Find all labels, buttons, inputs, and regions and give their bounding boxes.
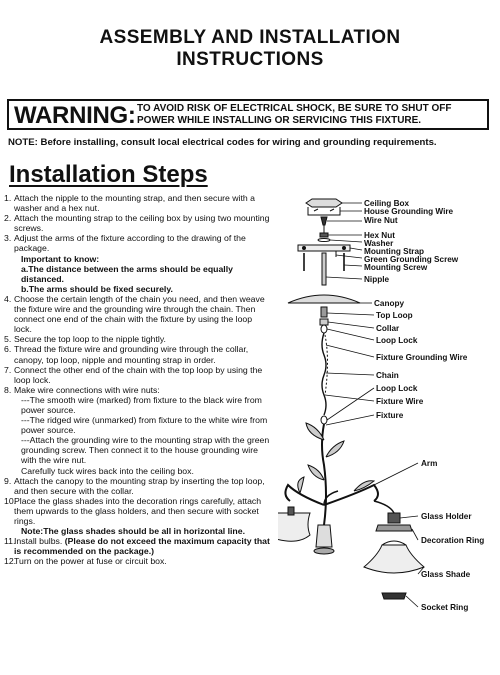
label-fixture-grounding-wire: Fixture Grounding Wire [376,353,468,362]
step-10 [4,496,272,526]
step-number: 6. [4,344,12,355]
step-text: Secure the top loop to the nipple tightly. [14,334,166,345]
label-canopy: Canopy [374,299,405,308]
step-text: Install bulbs. [14,536,63,547]
step-number: 1. [4,193,12,203]
step-8-smooth-wire: ---The smooth wire (marked) from fixture to the black wire from power source. [21,394,262,415]
warning-text [137,103,489,127]
label-mounting-screw: Mounting Screw [364,263,428,272]
warning-line-2: POWER WHILE INSTALLING OR SERVICING THIS FIXTURE. [137,115,422,126]
label-washer: Washer [364,239,394,248]
label-glass-holder: Glass Holder [421,512,472,521]
label-ceiling-box: Ceiling Box [364,199,410,208]
label-top-loop: Top Loop [376,311,413,320]
label-loop-lock-1: Loop Lock [376,336,418,345]
warning-box [7,99,489,130]
step-7 [4,365,272,385]
step-3 [4,233,272,253]
step-text: Attach the canopy to the mounting strap by inserting the top loop, and then secure with the collar. [14,475,265,496]
label-nipple: Nipple [364,275,390,284]
label-fixture: Fixture [376,411,404,420]
codes-note: NOTE: Before installing, consult local electrical codes for wiring and grounding requirements. [8,137,437,148]
important-a: a.The distance between the arms should be equally distanced. [21,263,233,284]
step-text: Make wire connections with wire nuts: [14,384,160,395]
step-9 [4,476,272,496]
step-number: 4. [4,293,12,304]
warning-word: WARNING: [14,102,136,129]
step-2 [4,213,272,233]
label-chain: Chain [376,371,399,380]
step-text: Place the glass shades into the decoration rings carefully, attach them upwards to the glass holders, and then secure with socket rings. [14,495,262,526]
step-text: Thread the fixture wire and grounding wire through the collar, canopy, top loop, nipple and mounting strap in order. [14,344,249,365]
step-8 [4,385,272,395]
step-8-ridged-wire: ---The ridged wire (unmarked) from fixture to the white wire from power source. [21,415,268,436]
label-glass-shade: Glass Shade [421,570,471,579]
document-title-line1: ASSEMBLY AND INSTALLATION [99,27,401,48]
step-text: Turn on the power at fuse or circuit box. [14,556,167,567]
step-text: Connect the other end of the chain with the top loop by using the loop lock. [14,364,263,385]
step-12 [4,556,272,566]
step-number: 10. [4,495,17,506]
step-number: 12. [4,556,17,567]
step-8-tuck-wires: Carefully tuck wires back into the ceiling box. [21,465,194,476]
step-1 [4,193,272,213]
label-decoration-ring: Decoration Ring [421,536,485,545]
steps-list [4,193,272,566]
step-text: Attach the mounting strap to the ceiling box by using two mounting screws. [14,213,270,234]
step-number: 3. [4,233,12,244]
step-6 [4,344,272,364]
step-text: Choose the certain length of the chain you need, and then weave the fixture wire and the grounding wire through the chain. Then connect one end of the chain with the fixture by using the loop lock. [14,293,265,335]
document-title-line2: INSTRUCTIONS [176,49,324,70]
step-10-note: Note:The glass shades should be all in horizontal line. [21,526,245,537]
label-green-grounding-screw: Green Grounding Screw [364,255,459,264]
label-mounting-strap: Mounting Strap [364,247,425,256]
step-text: Adjust the arms of the fixture according to the drawing of the package. [14,233,246,254]
label-wire-nut: Wire Nut [364,216,398,225]
step-number: 5. [4,334,12,345]
step-11 [4,536,272,556]
label-house-grounding-wire: House Grounding Wire [364,207,454,216]
step-number: 7. [4,364,12,375]
fixture-diagram [278,195,500,625]
label-loop-lock-2: Loop Lock [376,384,418,393]
step-number: 9. [4,475,12,486]
important-b: b.The arms should be fixed securely. [21,283,173,294]
step-8-grounding-wire: ---Attach the grounding wire to the mounting strap with the green grounding screw. Then connect it to the house grounding wire with the wire nut. [21,435,270,466]
label-socket-ring: Socket Ring [421,603,469,612]
warning-line-1: TO AVOID RISK OF ELECTRICAL SHOCK, BE SURE TO SHUT OFF [137,103,452,114]
step-number: 8. [4,384,12,395]
step-number: 2. [4,213,12,224]
step-5 [4,334,272,344]
label-fixture-wire: Fixture Wire [376,397,424,406]
label-arm: Arm [421,459,438,468]
step-4 [4,294,272,334]
step-number: 11. [4,536,16,547]
installation-steps-heading: Installation Steps [9,161,208,188]
step-11-warning: (Please do not exceed the maximum capacity that is recommended on the package.) [14,536,270,557]
step-text: Attach the nipple to the mounting strap, and then secure with a washer and a hex nut. [14,193,255,214]
label-collar: Collar [376,324,400,333]
label-hex-nut: Hex Nut [364,231,395,240]
important-heading: Important to know: [21,253,100,264]
